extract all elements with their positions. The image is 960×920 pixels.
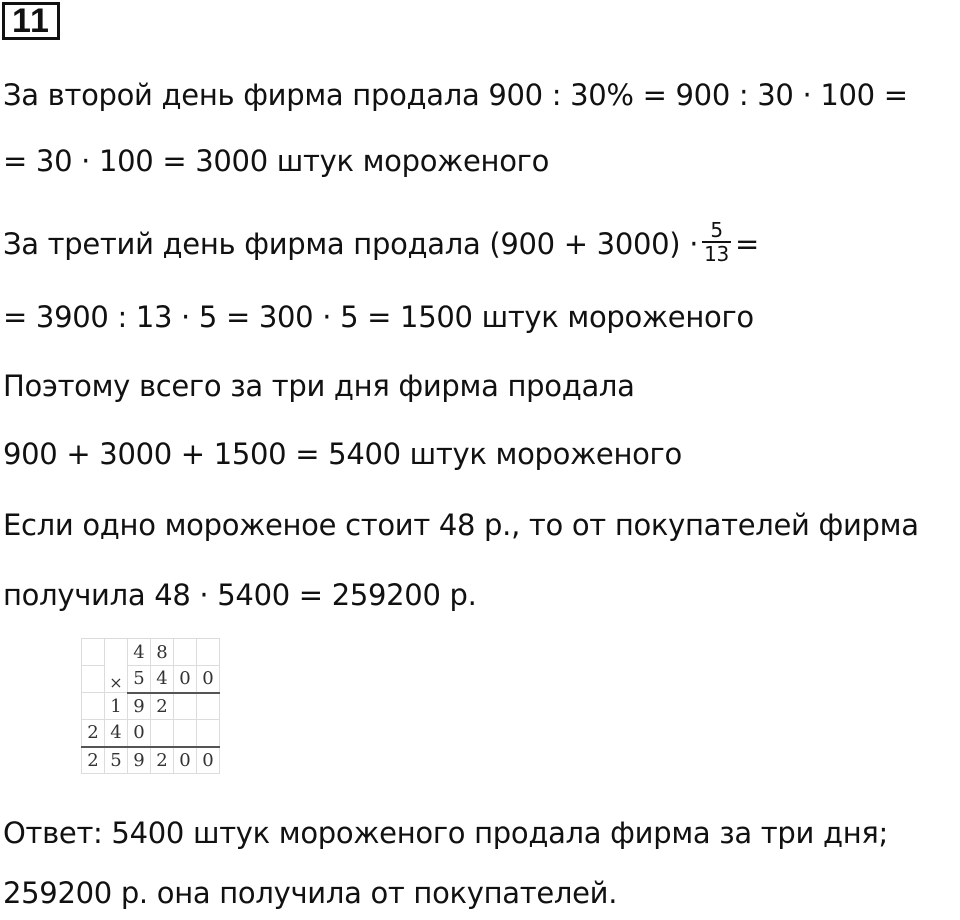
solution-line-3 bbox=[3, 218, 759, 269]
grid-cell: 5 bbox=[128, 666, 151, 693]
grid-cell: 2 bbox=[151, 747, 174, 774]
grid-row-partial-2 bbox=[82, 720, 220, 747]
solution-line-3-equals: = bbox=[734, 227, 759, 261]
multiply-sign: × bbox=[105, 639, 128, 693]
grid-cell: 2 bbox=[151, 693, 174, 720]
grid-cell: 1 bbox=[105, 693, 128, 720]
grid-cell bbox=[197, 720, 220, 747]
grid-cell: 4 bbox=[151, 666, 174, 693]
solution-line-3-text: За третий день фирма продала (900 + 3000) · bbox=[3, 227, 699, 261]
grid-cell bbox=[174, 639, 197, 666]
grid-cell bbox=[82, 693, 105, 720]
grid-cell: 0 bbox=[174, 747, 197, 774]
solution-line-8: получила 48 · 5400 = 259200 р. bbox=[3, 578, 477, 612]
grid-cell: 8 bbox=[151, 639, 174, 666]
grid-cell bbox=[82, 666, 105, 693]
grid-cell bbox=[151, 720, 174, 747]
grid-row-partial-1 bbox=[82, 693, 220, 720]
grid-cell: 9 bbox=[128, 693, 151, 720]
grid-row-multiplicand bbox=[82, 639, 220, 666]
grid-row-multiplier bbox=[82, 666, 220, 693]
grid-cell: 0 bbox=[197, 666, 220, 693]
fraction-5-13 bbox=[702, 219, 731, 265]
fraction-denominator: 13 bbox=[704, 242, 729, 266]
grid-cell: 4 bbox=[128, 639, 151, 666]
grid-cell bbox=[174, 720, 197, 747]
answer-line-2: 259200 р. она получила от покупателей. bbox=[3, 876, 618, 910]
solution-line-2: = 30 · 100 = 3000 штук мороженого bbox=[3, 144, 550, 178]
answer-line-1: Ответ: 5400 штук мороженого продала фирма за три дня; bbox=[3, 816, 888, 850]
grid-cell: 9 bbox=[128, 747, 151, 774]
grid-cell bbox=[174, 693, 197, 720]
solution-line-5: Поэтому всего за три дня фирма продала bbox=[3, 369, 635, 403]
task-number-box: 11 bbox=[2, 2, 60, 40]
grid-cell: 2 bbox=[82, 720, 105, 747]
grid-cell bbox=[197, 693, 220, 720]
grid-cell: 5 bbox=[105, 747, 128, 774]
grid-cell: 0 bbox=[174, 666, 197, 693]
grid-cell bbox=[197, 639, 220, 666]
fraction-numerator: 5 bbox=[702, 219, 731, 243]
grid-cell: 0 bbox=[128, 720, 151, 747]
solution-line-1: За второй день фирма продала 900 : 30% = 900 : 30 · 100 = bbox=[3, 78, 908, 112]
grid-cell: 4 bbox=[105, 720, 128, 747]
solution-line-4: = 3900 : 13 · 5 = 300 · 5 = 1500 штук мороженого bbox=[3, 300, 754, 334]
solution-line-7: Если одно мороженое стоит 48 р., то от покупателей фирма bbox=[3, 508, 919, 542]
grid-cell: 2 bbox=[82, 747, 105, 774]
solution-line-6: 900 + 3000 + 1500 = 5400 штук мороженого bbox=[3, 437, 682, 471]
column-multiplication-grid bbox=[81, 638, 220, 774]
grid-cell: 0 bbox=[197, 747, 220, 774]
grid-cell bbox=[82, 639, 105, 666]
grid-row-result bbox=[82, 747, 220, 774]
